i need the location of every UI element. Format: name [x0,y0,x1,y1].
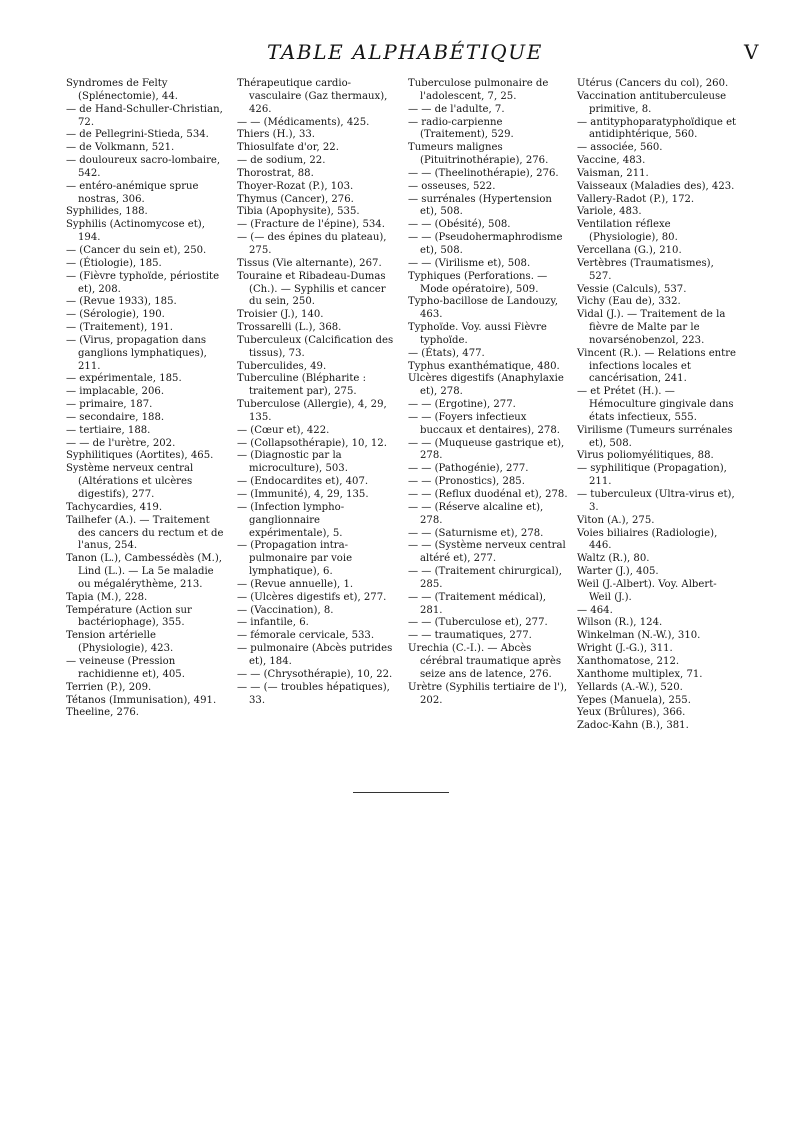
index-entry: — syphilitique (Propagation), 211. [577,463,727,488]
index-column-2 [237,78,397,707]
index-entry: — (Traitement), 191. [66,322,174,334]
index-entry: — (Fièvre typhoïde, périostite et), 208. [66,270,220,295]
index-entry: — pulmonaire (Abcès putrides et), 184. [237,643,393,667]
index-entry: — douloureux sacro-lombaire, 542. [66,155,221,179]
index-entry: Yepes (Manuela), 255. [577,694,691,706]
index-entry: Typhus exanthématique, 480. [408,360,560,372]
index-entry: Thymus (Cancer), 276. [237,193,354,205]
index-entry: Syphilitiques (Aortites), 465. [66,450,214,462]
index-entry: Syndromes de Felty (Splénectomie), 44. [66,78,178,102]
index-entry: Variole, 483. [577,206,642,218]
page-title: TABLE ALPHABÉTIQUE [267,40,543,64]
index-entry: — — (Theelinothérapie), 276. [408,167,559,179]
index-entry: — antityphoparatyphoïdique et antidiphtérique, 560. [577,116,737,141]
index-entry: Yellards (A.-W.), 520. [577,681,683,693]
index-entry: Thérapeutique cardio-vasculaire (Gaz thermaux), 426. [237,78,388,115]
index-entry: Wilson (R.), 124. [577,617,663,629]
index-entry: — de Volkmann, 521. [66,142,175,154]
index-entry: — (Diagnostic par la microculture), 503. [237,450,348,475]
index-entry: — (États), 477. [408,347,485,359]
index-entry: — — traumatiques, 277. [408,630,532,642]
index-entry: — entéro-anémique sprue nostras, 306. [66,180,199,205]
index-entry: — — de l'urètre, 202. [66,437,176,449]
index-entry: — surrénales (Hypertension et), 508. [408,193,552,218]
index-entry: — (Revue annuelle), 1. [237,578,354,590]
index-entry: — tuberculeux (Ultra-virus et), 3. [577,489,735,513]
index-entry: Tuberculides, 49. [237,360,327,372]
index-entry: — — (Obésité), 508. [408,219,511,231]
index-entry: — de Hand-Schuller-Christian, 72. [66,103,223,128]
index-entry: Tension artérielle (Physiologie), 423. [66,630,174,655]
index-entry: — (Immunité), 4, 29, 135. [237,489,369,500]
index-entry: Virilisme (Tumeurs surrénales et), 508. [577,424,733,449]
footer-rule [353,792,449,793]
index-entry: Typhiques (Perforations. — Mode opératoire), 509. [408,270,548,295]
index-entry: — — (Réserve alcaline et), 278. [408,501,544,526]
index-entry: Virus poliomyélitiques, 88. [577,450,714,462]
index-entry: Xanthome multiplex, 71. [577,668,703,680]
index-entry: — expérimentale, 185. [66,373,182,385]
index-entry: Zadoc-Kahn (B.), 381. [577,720,689,732]
index-entry: — infantile, 6. [237,617,309,629]
index-entry: Vertèbres (Traumatismes), 527. [577,257,714,282]
index-entry: Tuberculose (Allergie), 4, 29, 135. [237,399,387,423]
index-entry: Tapia (M.), 228. [66,591,148,603]
index-entry: Xanthomatose, 212. [577,655,680,667]
index-entry: Trossarelli (L.), 368. [237,322,342,334]
index-entry: — radio-carpienne (Traitement), 529. [408,116,514,141]
index-entry: — de Pellegrini-Stieda, 534. [66,129,209,141]
index-entry: Vichy (Eau de), 332. [577,296,681,308]
index-entry: Vessie (Calculs), 537. [577,283,687,295]
index-entry: — (Endocardites et), 407. [237,476,369,488]
index-entry: — (— des épines du plateau), 275. [237,232,387,256]
index-entry: Terrien (P.), 209. [66,681,152,693]
index-entry: — associée, 560. [577,142,663,154]
index-column-1 [66,78,226,720]
index-entry: Vaccine, 483. [577,155,646,167]
index-entry: Yeux (Brûlures), 366. [577,707,686,719]
index-entry: Urechia (C.-I.). — Abcès cérébral traumatique après seize ans de latence, 276. [408,643,562,680]
index-entry: Vaccination antituberculeuse primitive, 8. [577,90,727,115]
index-entry: — — (Muqueuse gastrique et), 278. [408,437,565,462]
index-entry: — (Ulcères digestifs et), 277. [237,591,387,603]
index-entry: Utérus (Cancers du col), 260. [577,78,729,89]
index-entry: — et Prétet (H.). — Hémoculture gingivale dans états infectieux, 555. [577,386,734,423]
index-entry: Température (Action sur bactériophage), 355. [66,604,192,629]
index-entry: — — (Chrysothérapie), 10, 22. [237,668,393,680]
index-column-4 [577,78,737,733]
index-entry: Theeline, 276. [66,707,140,719]
index-entry: Voies biliaires (Radiologie), 446. [577,527,718,552]
index-entry: Urètre (Syphilis tertiaire de l'), 202. [408,681,568,706]
index-entry: — — (Traitement médical), 281. [408,591,546,616]
index-entry: — — (Ergotine), 277. [408,399,516,411]
index-entry: Troisier (J.), 140. [237,309,324,321]
index-entry: — — (Reflux duodénal et), 278. [408,489,568,500]
index-entry: — — (Saturnisme et), 278. [408,527,544,539]
index-entry: Viton (A.), 275. [577,514,655,526]
index-entry: Tachycardies, 419. [66,501,163,513]
index-entry: Typho-bacillose de Landouzy, 463. [408,296,558,321]
page-number: V [744,40,759,64]
index-entry: — primaire, 187. [66,399,153,411]
index-entry: Ventilation réflexe (Physiologie), 80. [577,219,678,244]
index-entry: Tuberculeux (Calcification des tissus), 73. [237,334,394,359]
index-entry: — de sodium, 22. [237,155,326,167]
index-entry: Waltz (R.), 80. [577,553,650,565]
index-entry: — (Cœur et), 422. [237,424,330,436]
index-entry: — (Fracture de l'épine), 534. [237,219,385,231]
index-entry: — — (Tuberculose et), 277. [408,617,548,629]
index-entry: — (Vaccination), 8. [237,604,334,616]
index-entry: Wright (J.-G.), 311. [577,643,673,655]
index-entry: — — (Foyers infectieux buccaux et dentaires), 278. [408,411,560,436]
index-entry: — — (Système nerveux central altéré et), 277. [408,540,566,565]
index-entry: Weil (J.-Albert). Voy. Albert-Weil (J.). [577,578,717,603]
index-entry: — osseuses, 522. [408,180,496,192]
index-entry: Tétanos (Immunisation), 491. [66,694,217,706]
index-entry: Thiosulfate d'or, 22. [237,142,339,154]
index-entry: — (Sérologie), 190. [66,309,165,321]
index-entry: — (Cancer du sein et), 250. [66,244,207,256]
index-entry: Tuberculine (Blépharite : traitement par), 275. [237,373,367,398]
index-entry: — tertiaire, 188. [66,424,151,436]
index-entry: Tissus (Vie alternante), 267. [237,257,382,269]
index-entry: Système nerveux central (Altérations et ulcères digestifs), 277. [66,463,194,500]
index-entry: — implacable, 206. [66,386,165,398]
index-entry: — (Propagation intra-pulmonaire par voie lymphatique), 6. [237,540,353,578]
index-entry: — (Revue 1933), 185. [66,296,177,308]
index-entry: Thorostrat, 88. [237,167,314,179]
index-entry: Warter (J.), 405. [577,566,659,578]
index-entry: — — (Pseudohermaphrodisme et), 508. [408,232,563,256]
index-entry: — — (Traitement chirurgical), 285. [408,566,562,590]
index-entry: Ulcères digestifs (Anaphylaxie et), 278. [408,373,564,398]
running-header [0,38,800,68]
index-entry: Typhoïde. Voy. aussi Fièvre typhoïde. [408,322,547,346]
index-entry: — fémorale cervicale, 533. [237,630,375,642]
index-entry: Tailhefer (A.). — Traitement des cancers du rectum et de l'anus, 254. [66,514,224,552]
index-entry: — — (Pronostics), 285. [408,476,525,488]
index-entry: Vaisseaux (Maladies des), 423. [577,180,735,192]
index-entry: — — (Virilisme et), 508. [408,257,531,269]
index-entry: — — (Médicaments), 425. [237,116,370,128]
index-entry: Winkelman (N.-W.), 310. [577,630,701,642]
index-entry: — (Étiologie), 185. [66,257,162,269]
index-entry: — (Infection lympho-ganglionnaire expérimentale), 5. [237,501,345,539]
index-entry: — secondaire, 188. [66,411,165,423]
index-entry: Syphilis (Actinomycose et), 194. [66,219,205,244]
index-entry: Tanon (L.), Cambessédès (M.), Lind (L.). — La 5e maladie ou mégalérythème, 213. [66,553,222,590]
index-entry: Vaisman, 211. [577,167,649,179]
index-entry: — — (— troubles hépatiques), 33. [237,681,390,706]
index-entry: Thoyer-Rozat (P.), 103. [237,180,354,192]
index-entry: Syphilides, 188. [66,206,148,218]
index-entry: — — de l'adulte, 7. [408,103,505,115]
index-entry: Touraine et Ribadeau-Dumas (Ch.). — Syphilis et cancer du sein, 250. [237,270,386,308]
index-entry: — (Collapsothérapie), 10, 12. [237,437,387,449]
index-entry: — — (Pathogénie), 277. [408,463,529,475]
index-entry: Thiers (H.), 33. [237,129,316,141]
index-entry: Tuberculose pulmonaire de l'adolescent, 7, 25. [408,78,549,102]
index-entry: — (Virus, propagation dans ganglions lymphatiques), 211. [66,334,207,372]
index-entry: Vercellana (G.), 210. [577,244,682,256]
index-entry: Tumeurs malignes (Pituitrinothérapie), 276. [408,142,549,167]
index-column-3 [408,78,568,707]
index-entry: Vincent (R.). — Relations entre infections locales et cancérisation, 241. [577,347,737,385]
index-entry: Vidal (J.). — Traitement de la fièvre de Malte par le novarsénobenzol, 223. [577,309,726,346]
index-entry: Vallery-Radot (P.), 172. [577,193,695,205]
index-entry: — 464. [577,604,613,616]
index-entry: Tibia (Apophysite), 535. [237,206,360,218]
index-entry: — veineuse (Pression rachidienne et), 405. [66,655,185,680]
